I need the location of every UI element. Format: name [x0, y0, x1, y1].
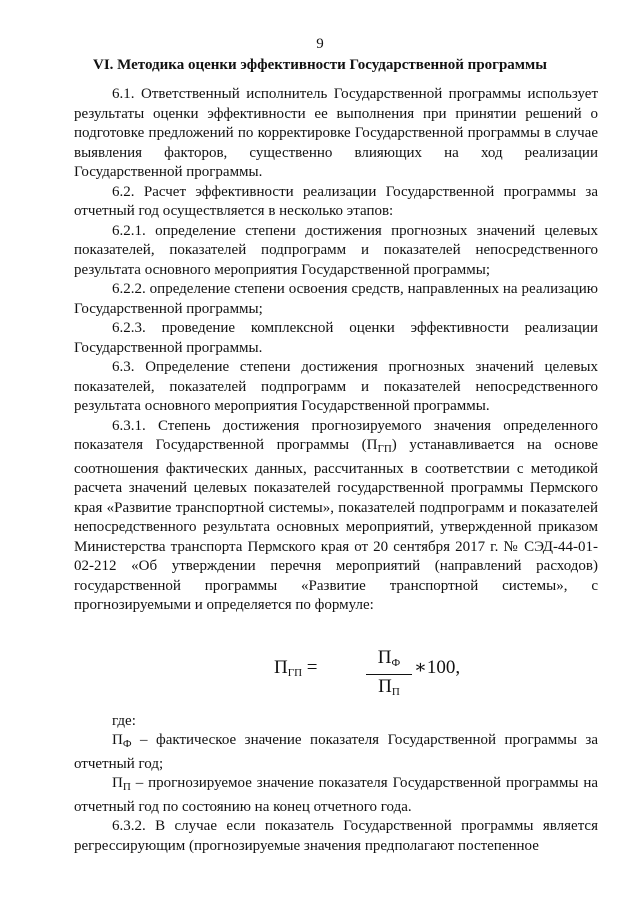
- numerator-symbol: П: [377, 646, 392, 668]
- denominator-symbol: П: [378, 676, 392, 697]
- def-pp-subscript: П: [122, 781, 131, 793]
- p631-subscript: ГП: [377, 443, 392, 455]
- def-pp-symbol: П: [112, 775, 123, 791]
- formula-lhs-subscript: ГП: [287, 666, 303, 679]
- paragraph-6-1: 6.1. Ответственный исполнитель Государственной программы использует результаты оценки эффективности ее выполнения при принятии решений о подготовке предложений по корректировке Государственной программы в случае выявления факторов, существенно влияющих на ход реализации Государственной программы.: [74, 86, 598, 180]
- paragraph-6-2-1: 6.2.1. определение степени достижения прогнозных значений целевых показателей, показателей подпрограмм и показателей непосредственного результата основного мероприятия Государственной программы;: [74, 222, 598, 278]
- p631-text-b: ) устанавливается на основе соотношения фактических данных, рассчитанных в соответствии с методикой расчета значений целевых показателей государственной программы Пермского края «Развитие транспортной системы», показателей подпрограмм и показателей непосредственного результата основных мероприятий, утвержденной приказом Министерства транспорта Пермского края от 20 сентября 2017 г. № СЭД-44-01-02-212 «Об утверждении перечня мероприятий (направлений расходов) государственной программы «Развитие транспортной системы», с прогнозируемыми и определяется по формуле:: [74, 437, 598, 613]
- formula-equals: =: [302, 656, 318, 678]
- document-body: [74, 85, 598, 856]
- p631-text-a: 6.3.1. Степень достижения прогнозируемого значения определенного показателя Государственной программы (П: [74, 417, 598, 453]
- definition-pp: [74, 774, 598, 817]
- def-pf-text: – фактическое значение показателя Государственной программы за отчетный год;: [74, 732, 598, 772]
- numerator-subscript: Ф: [391, 656, 401, 669]
- paragraph-6-3: 6.3. Определение степени достижения прогнозных значений целевых показателей, показателей подпрограмм и показателей непосредственного результата основного мероприятия Государственной программы.: [74, 359, 598, 414]
- paragraph-6-2: 6.2. Расчет эффективности реализации Государственной программы за отчетный год осуществляется в несколько этапов:: [74, 183, 598, 219]
- formula-denominator: [366, 675, 412, 703]
- def-pp-text: – прогнозируемое значение показателя Государственной программы на отчетный год по состоянию на конец отчетного года.: [74, 775, 598, 815]
- formula-rhs: ∗100,: [414, 656, 461, 678]
- where-label: где:: [112, 712, 136, 729]
- denominator-subscript: П: [391, 686, 400, 698]
- def-pf-subscript: Ф: [122, 738, 132, 750]
- paragraph-6-2-2: 6.2.2. определение степени освоения средств, направленных на реализацию Государственной программы;: [74, 281, 598, 317]
- formula-lhs: [274, 658, 318, 684]
- page-number: 9: [316, 36, 324, 52]
- formula-lhs-symbol: П: [274, 656, 288, 678]
- paragraph-6-2-3: 6.2.3. проведение комплексной оценки эффективности реализации Государственной программы.: [74, 320, 598, 356]
- formula-block: [74, 616, 598, 712]
- paragraph-6-3-1: [74, 417, 598, 616]
- def-pf-symbol: П: [112, 732, 123, 748]
- paragraph-6-3-2: 6.3.2. В случае если показатель Государственной программы является регрессирующим (прогнозируемые значения предполагают постепенное: [74, 818, 598, 854]
- formula-fraction: [366, 648, 412, 703]
- formula-numerator: [366, 648, 412, 676]
- section-heading: VI. Методика оценки эффективности Государственной программы: [93, 57, 547, 73]
- definition-pf: [74, 731, 598, 774]
